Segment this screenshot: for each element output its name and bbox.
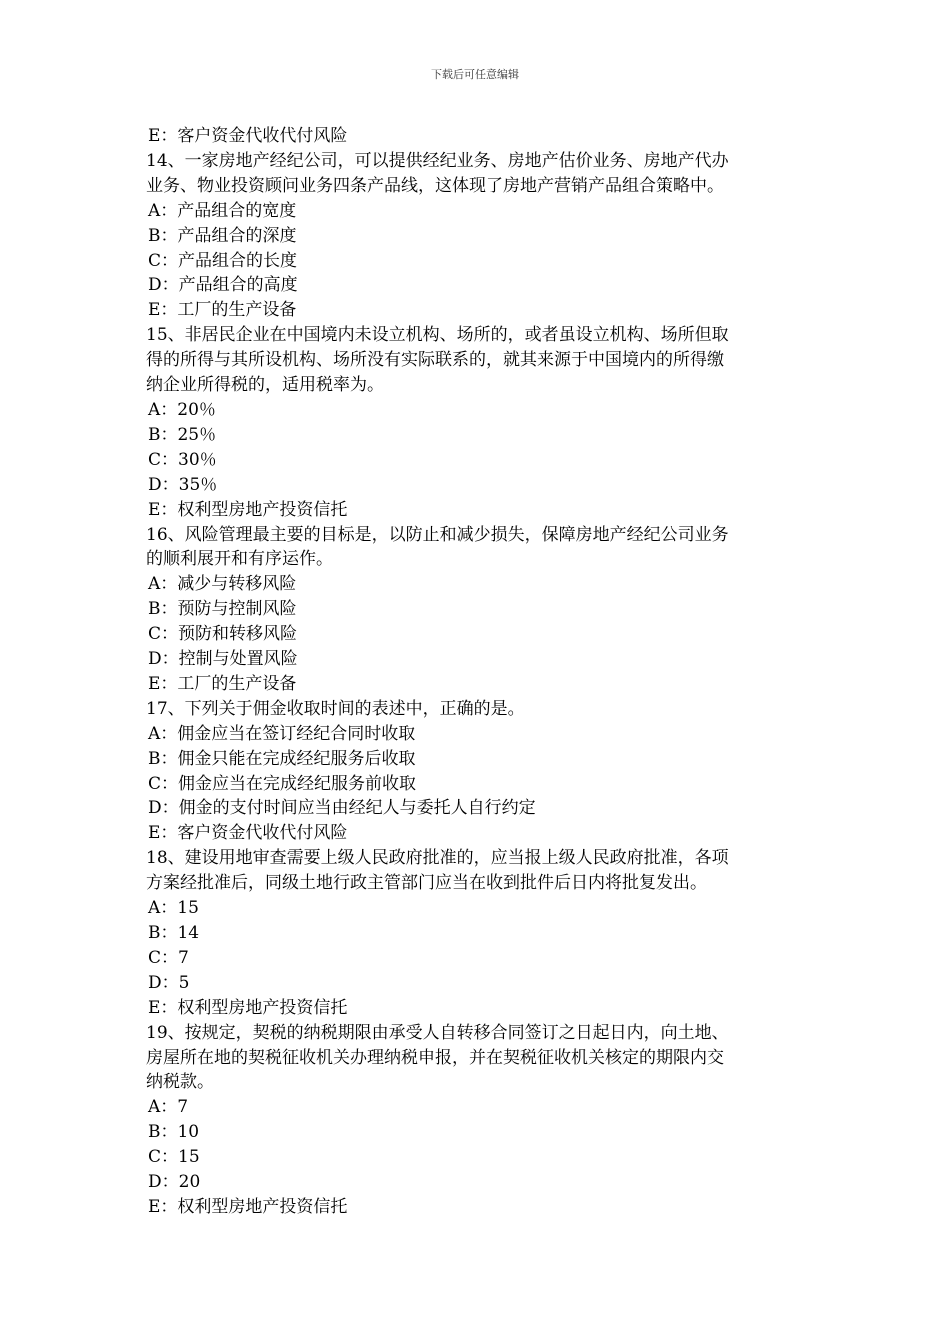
question-text-line: 的顺利展开和有序运作。 [146, 549, 333, 570]
answer-option: A：佣金应当在签订经纪合同时收取 [148, 723, 416, 744]
question-text-line: 19、按规定，契税的纳税期限由承受人自转移合同签订之日起日内，向土地、 [146, 1022, 729, 1043]
answer-option: E：工厂的生产设备 [148, 673, 297, 694]
question-text-line: 18、建设用地审查需要上级人民政府批准的，应当报上级人民政府批准，各项 [146, 848, 729, 869]
answer-option: E：权利型房地产投资信托 [148, 499, 348, 520]
answer-option: A：20％ [148, 399, 216, 420]
answer-option: E：权利型房地产投资信托 [148, 997, 348, 1018]
question-text-line: 16、风险管理最主要的目标是，以防止和减少损失，保障房地产经纪公司业务 [146, 524, 729, 545]
answer-option: E：客户资金代收代付风险 [148, 823, 348, 844]
answer-option: C：30％ [148, 449, 217, 470]
answer-option: D：20 [148, 1172, 201, 1193]
answer-option: C：预防和转移风险 [148, 624, 298, 645]
answer-option: D：佣金的支付时间应当由经纪人与委托人自行约定 [148, 798, 536, 819]
question-text-line: 房屋所在地的契税征收机关办理纳税申报，并在契税征收机关核定的期限内交 [146, 1047, 724, 1068]
page-header: 下载后可任意编辑 [431, 68, 519, 81]
answer-option: D：控制与处置风险 [148, 649, 298, 670]
question-text-line: 14、一家房地产经纪公司，可以提供经纪业务、房地产估价业务、房地产代办 [146, 150, 729, 171]
question-text-line: 15、非居民企业在中国境内未设立机构、场所的，或者虽设立机构、场所但取 [146, 325, 729, 346]
answer-option: B：产品组合的深度 [148, 225, 297, 246]
answer-option: E：工厂的生产设备 [148, 300, 297, 321]
answer-option: D：5 [148, 972, 190, 993]
answer-option: B：25％ [148, 424, 217, 445]
answer-option: A：减少与转移风险 [148, 574, 297, 595]
answer-option: B：14 [148, 923, 200, 943]
question-text-line: 纳税款。 [146, 1072, 214, 1093]
answer-option: A：7 [148, 1097, 189, 1118]
answer-option: B：预防与控制风险 [148, 599, 297, 620]
answer-option: B：10 [148, 1122, 200, 1143]
question-text-line: 业务、物业投资顾问业务四条产品线，这体现了房地产营销产品组合策略中。 [146, 175, 724, 196]
question-text-line: 方案经批准后，同级土地行政主管部门应当在收到批件后日内将批复发出。 [146, 873, 707, 894]
answer-option: C：15 [148, 1147, 200, 1168]
question-text-line: 纳企业所得税的，适用税率为。 [146, 375, 384, 396]
answer-option: A：15 [148, 898, 199, 919]
answer-option: A：产品组合的宽度 [148, 200, 297, 221]
answer-option: E：客户资金代收代付风险 [148, 126, 348, 146]
answer-option: C：7 [148, 947, 189, 968]
answer-option: B：佣金只能在完成经纪服务后收取 [148, 748, 416, 769]
answer-option: D：35％ [148, 474, 218, 495]
answer-option: E：权利型房地产投资信托 [148, 1196, 348, 1217]
question-text-line: 得的所得与其所设机构、场所没有实际联系的，就其来源于中国境内的所得缴 [146, 350, 724, 371]
answer-option: C：产品组合的长度 [148, 250, 298, 271]
answer-option: D：产品组合的高度 [148, 275, 298, 296]
answer-option: C：佣金应当在完成经纪服务前收取 [148, 773, 417, 794]
question-text-line: 17、下列关于佣金收取时间的表述中，正确的是。 [146, 698, 525, 719]
document-body [146, 124, 811, 1220]
